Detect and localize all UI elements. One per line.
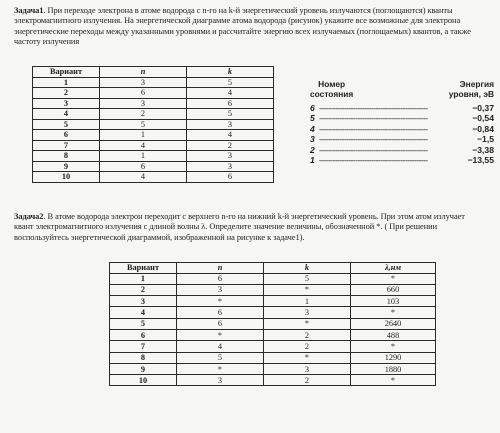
level-energy: −0,37 (472, 103, 494, 113)
table-cell: * (177, 329, 264, 340)
table-cell: 10 (110, 375, 177, 386)
col-variant: Вариант (33, 67, 100, 78)
table-row (110, 341, 436, 352)
table-row (110, 329, 436, 340)
table-row (33, 88, 274, 99)
table-cell: 8 (33, 151, 100, 162)
energy-level-row (306, 103, 494, 113)
diagram-levels (306, 103, 494, 165)
level-line: ------------------------------------------------ (319, 103, 428, 113)
energy-level-row (306, 145, 494, 155)
table-cell: 1290 (351, 352, 436, 363)
table-cell: 3 (177, 284, 264, 295)
table-cell: 1 (264, 296, 351, 307)
task2-paragraph (14, 212, 486, 243)
table-row (33, 130, 274, 141)
table-cell: 4 (187, 130, 274, 141)
table-cell: 6 (177, 273, 264, 284)
col-n: n (177, 263, 264, 274)
table-cell: 3 (100, 98, 187, 109)
table-cell: 4 (100, 140, 187, 151)
table-row (110, 307, 436, 318)
table-cell: 5 (33, 119, 100, 130)
task1-table-body (33, 77, 274, 182)
table-cell: 7 (33, 140, 100, 151)
table-row (110, 352, 436, 363)
table-cell: 6 (177, 318, 264, 329)
table-cell: 2 (110, 284, 177, 295)
table-cell: 6 (110, 329, 177, 340)
table-cell: 6 (187, 172, 274, 183)
task2-text: . В атоме водорода электрон переходит с верхнего n-го на нижний k-й энергетический уровень. При этом атом излучает квант электромагнитного излучения с длиной волны λ. Определите значение величины, обозначенной *. ( При решении воспользуйтесь энергетической диаграммой, изображенной на рисунке к задаче1). (14, 212, 465, 242)
level-number: 1 (310, 154, 315, 165)
table-cell: 4 (110, 307, 177, 318)
level-number: 2 (310, 144, 315, 155)
table-cell: * (177, 363, 264, 374)
table-cell: 6 (100, 88, 187, 99)
table-cell: * (351, 375, 436, 386)
table-cell: 2 (264, 341, 351, 352)
table-cell: 2640 (351, 318, 436, 329)
energy-level-row (306, 124, 494, 134)
level-line: ------------------------------------------------ (319, 123, 428, 134)
energy-level-row (306, 134, 494, 144)
table-cell: 2 (187, 140, 274, 151)
table-row (110, 363, 436, 374)
table-cell: 1 (110, 273, 177, 284)
table-header-row (110, 263, 436, 274)
table-row (33, 77, 274, 88)
energy-diagram (306, 79, 494, 165)
task1-title: Задача1 (14, 6, 44, 15)
table-row (33, 161, 274, 172)
table-cell: 10 (33, 172, 100, 183)
table-cell: * (351, 273, 436, 284)
table-row (110, 318, 436, 329)
table-cell: * (264, 318, 351, 329)
level-energy: −0,84 (472, 123, 494, 134)
level-energy: −3,38 (472, 144, 494, 155)
table-row (33, 151, 274, 162)
task1-text: . При переходе электрона в атоме водорода с n-го на k-й энергетический уровень излучаются (поглощаются) кванты электромагнитного излучения. На энергетической диаграмме атома водорода (рисунок) укажите все возможные для электрона энергетические переходы между указанными уровнями и рассчитайте энергию всех излучаемых (поглощаемых) квантов, а также частоту излучения (14, 6, 471, 46)
task2-title: Задача2 (14, 212, 44, 221)
level-number: 4 (310, 123, 315, 134)
level-line: ------------------------------------------------ (319, 154, 428, 165)
table-cell: 4 (33, 109, 100, 120)
table-cell: 6 (33, 130, 100, 141)
table-cell: 9 (110, 363, 177, 374)
table-cell: 4 (100, 172, 187, 183)
table-cell: 3 (177, 375, 264, 386)
table-cell: 3 (187, 119, 274, 130)
table-cell: 3 (100, 77, 187, 88)
table-cell: * (351, 307, 436, 318)
col-variant: Вариант (110, 263, 177, 274)
table-cell: 3 (264, 363, 351, 374)
table-cell: 4 (177, 341, 264, 352)
level-line: ------------------------------------------------ (319, 113, 428, 124)
table-cell: 3 (187, 151, 274, 162)
table-row (110, 375, 436, 386)
task2-table (109, 262, 436, 386)
diagram-header-energy: Энергия уровня, эВ (448, 79, 494, 99)
table-cell: 5 (110, 318, 177, 329)
table-cell: 5 (187, 77, 274, 88)
table-cell: 3 (264, 307, 351, 318)
energy-level-row (306, 155, 494, 165)
task2-table-body (110, 273, 436, 386)
table-cell: 2 (264, 375, 351, 386)
col-lambda: λ,нм (351, 263, 436, 274)
task1-paragraph (14, 6, 486, 47)
table-cell: 2 (33, 88, 100, 99)
energy-level-row (306, 113, 494, 123)
table-cell: * (264, 352, 351, 363)
table-row (33, 119, 274, 130)
table-row (110, 284, 436, 295)
table-cell: 1 (33, 77, 100, 88)
table-cell: 2 (264, 329, 351, 340)
table-cell: 1 (100, 130, 187, 141)
level-energy: −1,5 (477, 134, 494, 145)
table-cell: 488 (351, 329, 436, 340)
table-cell: 6 (100, 161, 187, 172)
table-cell: 1880 (351, 363, 436, 374)
table-row (110, 273, 436, 284)
col-k: k (187, 67, 274, 78)
table-cell: 6 (187, 98, 274, 109)
table-cell: 5 (187, 109, 274, 120)
level-energy: −0,54 (472, 113, 494, 124)
table-cell: 7 (110, 341, 177, 352)
table-row (33, 140, 274, 151)
table-cell: 3 (110, 296, 177, 307)
col-n: n (100, 67, 187, 78)
table-row (33, 172, 274, 183)
table-cell: 5 (177, 352, 264, 363)
table-cell: 1 (100, 151, 187, 162)
table-cell: 103 (351, 296, 436, 307)
table-cell: 660 (351, 284, 436, 295)
table-row (110, 296, 436, 307)
table-cell: 2 (100, 109, 187, 120)
table-cell: * (351, 341, 436, 352)
table-cell: 3 (33, 98, 100, 109)
col-k: k (264, 263, 351, 274)
level-number: 5 (310, 113, 315, 124)
table-cell: 6 (177, 307, 264, 318)
level-line: ------------------------------------------------ (319, 134, 428, 145)
table-header-row (33, 67, 274, 78)
table-cell: 4 (187, 88, 274, 99)
table-cell: 9 (33, 161, 100, 172)
table-cell: 5 (100, 119, 187, 130)
task1-table (32, 66, 274, 183)
level-number: 6 (310, 103, 315, 113)
table-row (33, 109, 274, 120)
table-cell: * (177, 296, 264, 307)
diagram-header-state: Номер состояния (310, 79, 354, 99)
table-cell: 3 (187, 161, 274, 172)
level-energy: −13,55 (467, 154, 494, 165)
level-line: ------------------------------------------------ (319, 144, 428, 155)
table-row (33, 98, 274, 109)
table-cell: 8 (110, 352, 177, 363)
level-number: 3 (310, 134, 315, 145)
table-cell: * (264, 284, 351, 295)
table-cell: 5 (264, 273, 351, 284)
